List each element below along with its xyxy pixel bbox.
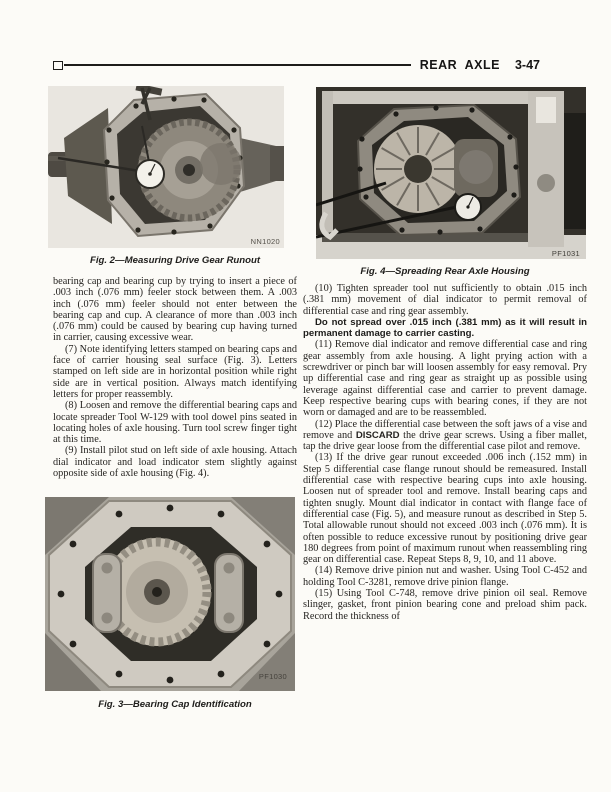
- bearing-cap-photo-illustration: [45, 497, 295, 691]
- page-header: [53, 57, 540, 73]
- body-paragraph: (8) Loosen and remove the differential bearing caps and locate spreader Tool W-129 with tool dowel pins seated in locating holes of axle housing. Turn tool screw finger tight at this time.: [53, 400, 297, 446]
- dial-indicator-illustration: [136, 160, 164, 188]
- body-paragraph: (12) Place the differential case between the soft jaws of a vise and remove and DISCARD the drive gear screws. Using a fiber mallet, tap the drive gear loose from the differential case pilot and remove.: [303, 418, 587, 453]
- body-paragraph: (14) Remove drive pinion nut and washer. Using Tool C-452 and holding Tool C-3281, remove drive pinion flange.: [303, 565, 587, 588]
- body-paragraph: (7) Note identifying letters stamped on bearing caps and face of carrier housing seal surface (Fig. 3). Letters stamped on left side are in horizontal position while right side are in vertical position. Always match identifying letters for proper reassembly.: [53, 343, 297, 400]
- header-page-number: 3-47: [514, 58, 540, 72]
- header-title: REAR AXLE: [419, 58, 500, 72]
- figure-2-photo: [48, 86, 284, 248]
- body-paragraph: bearing cap and bearing cup by trying to insert a piece of .003 inch (.076 mm) feeler stock between them. A .003 inch (.076 mm) feeler should not enter between the bearing cap and cup. A clearance of more than .003 inch (.076 mm) could be caused by bearing cup having turned in carrier, causing excessive wear.: [53, 276, 297, 344]
- left-text-column: [53, 276, 297, 479]
- axle-runout-photo-illustration: [48, 86, 284, 248]
- figure-4-caption: Fig. 4—Spreading Rear Axle Housing: [360, 266, 530, 277]
- header-square-mark: [53, 61, 63, 70]
- body-paragraph: (13) If the drive gear runout exceeded .006 inch (.152 mm) in Step 5 differential case flange runout should be remeasured. Install differential case with respective bearing cups into axle housing. Loosen nut of spreader tool and remove. Install bearing caps and tighten snugly. Mount dial indicator in contact with flange face of differential case (Fig. 5), and measure runout as described in Step 5. Total allowable runout should not exceed .003 inch (.076 mm). It is often possible to reduce excessive runout by positioning drive gear 180 degrees from point of maximum runout when reassembling ring gear on differential case. Repeat Steps 8, 9, 10, and 11 above.: [303, 452, 587, 566]
- right-text-column: [303, 283, 587, 622]
- figure-3-photo: [45, 497, 295, 691]
- figure-3-caption: Fig. 3—Bearing Cap Identification: [98, 699, 252, 710]
- dial-indicator-illustration: [455, 194, 481, 220]
- figure-2-caption: Fig. 2—Measuring Drive Gear Runout: [89, 255, 261, 266]
- body-paragraph: (11) Remove dial indicator and remove differential case and ring gear assembly from axle housing. A light prying action with a screwdriver or pinch bar will loosen assembly for easy removal. Pry up differential case and ring gear as straight up as possible using leverage against differential case and carrier to prevent damage. Keep respective bearing cups with bearing cones, if they are not worn or damaged and are to be reassembled.: [303, 339, 587, 419]
- photo-id-label: PF1031: [551, 249, 580, 258]
- body-paragraph: (15) Using Tool C-748, remove drive pinion oil seal. Remove slinger, gasket, front pinion bearing cone and preload shim pack. Record the thickness of: [303, 588, 587, 622]
- ring-gear-illustration: [374, 125, 462, 213]
- axle-spreader-photo-illustration: [316, 87, 586, 259]
- caution-paragraph: Do not spread over .015 inch (.381 mm) as it will result in permanent damage to carrier casting.: [303, 316, 587, 340]
- body-paragraph: (9) Install pilot stud on left side of axle housing. Attach dial indicator and load indicator stem slightly against opposite side of axle housing (Fig. 4).: [53, 445, 297, 480]
- header-rule: [64, 64, 411, 66]
- body-paragraph: (10) Tighten spreader tool nut sufficiently to obtain .015 inch (.381 mm) movement of dial indicator to permit removal of differential case and ring gear assembly.: [303, 283, 587, 317]
- bold-emphasis-text: DISCARD: [355, 429, 400, 441]
- photo-id-label: PF1030: [258, 672, 287, 681]
- photo-id-label: NN1020: [250, 237, 280, 246]
- figure-4-photo: [316, 87, 586, 259]
